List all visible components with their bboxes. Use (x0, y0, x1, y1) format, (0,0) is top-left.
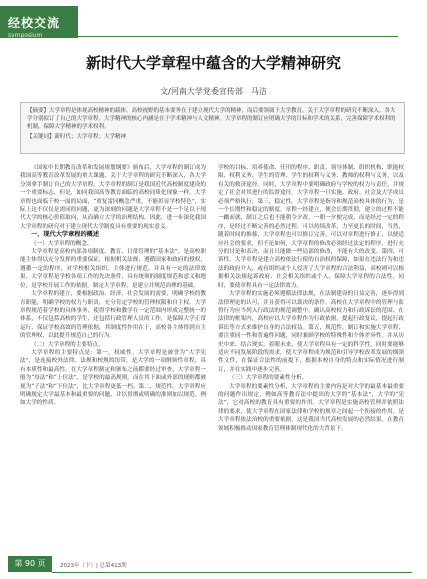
body-column-left (20, 164, 206, 546)
issue-info: 2023年（下）| 总第413期 (60, 563, 127, 569)
paragraph: 大学章程是高校内部各项制度、教育、日常管理的“基本法”，是高校职能主体得以充分发挥的重要保证，根据相关法规、遵循国家和政府的授权，遵循一定的程序，对学校相关组织、主体进行规范，并具有一定的法律效果。大学章程是学校各项工作的先决条件，具有统领的制度规范和意义和地位，是学校开展工作的依据，制定大学章程，是建立并规范治理的基础。 (20, 249, 206, 289)
abstract-text: 【摘要】大学章程是体现高校精神的载体。高校视野的基本要务在于建立现代大学的精神，而后要领属于大学教育，关于大学章程的研究不断深入。各大学分别拟订了自己的大学章程。大学精神的核心内涵是在于学术精神与人文精神。大学章程的制订应明确大学的目标和学术的关系，完善保障学术权利的机制，保障大学精神的学术权利。 (27, 108, 396, 130)
paragraph: 大学章程的要素性分析，大学章程的主要内容是对大学的最基本最重要的问题作出规定，例如高等教育法中提出的大学的“基本法”，大学的“宪法”，它对高校的教育具有重要的作用。大学章程是实施高校管理并依照法律的要求，使大学章程在国家法律和学校的规章之间起一个衔接的作用，是大学章程依法治校的重要依据，这是我国当代高校发展的必然结果。在教育领域积极推动国家教育管理体制现代化的大背景下。 (218, 383, 404, 432)
paragraph: 学校的目标、培养使命、任用的程序、职责、领导体制、组织机构、职能权限、权利义务、学生的管理、学生的权利与义务、教师的权利与义务，以及有关的救济途径。同时，大学章程中要明确政府与学校的权力与责任，并规定了社会对其进行的监督途径。大学章程一旦实施，政府、社会及大学成员必须严格执行，第三，稳定性。大学章程是指导和规范高校具体的行为，是一个长期性和稳定的制度。章程一经建立，便会长期贯彻，建立的过程不能一蹴而就，制订之后也不能朝令夕改，一朝一夕便完成，而是经过一定的程序，是经过不断完善的必然过程。可以持续改革，力至更长的时间，当然，随着时间的推移，大学章程也可以修订完善，可以对章程进行修正，以便适应社会的要求，但不论如何，大学章程的修改必须经过法定的程序，进行充分的讨论和表决，而且只能做一些局部的修改，不能有大的改变。第四，可诉性。大学章程是建立高校依法行使的自治权的保障，如果在违法行为和违法的政府介入，或有组织或个人侵害了大学章程的合法利益，高校则可以根据相关法规起诉政府、社会相关组织或个人，保障大学章程的合法性，同时，要使章程具有一定法律效力。 (218, 165, 404, 289)
header-rule (78, 36, 398, 37)
paragraph: 大学章程的实施必须遵循法律法规，在法制建设的日益完善，逐步得到法律理论的认可，并且获得可以裁决的条件。高校在大学章程中的管理与监督行为应当列入行政法的规范调整中，确认高校权力和行政诉讼的范围。在法律的框架内，高校应以大学章程作为行政依据，提起行政复议，提起行政诉讼等方式来维护自身的合法权益。第五，规范性。制订和实施大学章程，要注重同一性和普遍性问题，同时兼顾学校的特殊性和个体差异性。并从历史中来、结合现实、着眼未来，使大学章程具有一定的科学性，同时要能够适应不同发展阶段的需求，使大学章程成为规范和引导学校改革发展的纲领性文件，在保证合法性的前提下，根据本校自身的特点和实际情况进行制订，并在实践中逐步完善。 (218, 291, 404, 373)
article-author: 文/河南大学党委宣传部 马洁 (160, 87, 267, 96)
paragraph: 大学章程的建立，要根据政治、经济、社会发展的需要，明确学校的教育职能，明确学校的权力与职责，充分肯定学校的管理权限和自主权，大学章程规范着学校的具体事务，使得学校和教学在一定范围内形成完整统一的体系，不仅包括高校的学生，还包括行政管理人员的工作，是保障大学正常运行、保证学校高效的管理依据，其制度性作用在于，高校各主体得到自主的管理权，以此提升规范自己的行为。 (20, 291, 206, 340)
subsection-heading: （三）大学章程的要素性分析。 (229, 375, 308, 382)
keywords-text: 【关键词】新时代；大学章程；大学精神 (27, 134, 127, 140)
body-column-right (218, 164, 404, 546)
footer-rule (52, 572, 412, 573)
section-subtitle: symposium (8, 32, 43, 39)
page-number: 第 90 页 (8, 556, 52, 572)
article-title: 新时代大学章程中蕴含的大学精神研究 (85, 54, 341, 72)
section-header (0, 6, 78, 38)
page-footer (0, 552, 427, 579)
subsection-heading: （二）大学章程的主要特点。 (31, 341, 104, 348)
paragraph: 大学章程的主要特点是：第一，权威性。大学章程是被誉为“大学宪法”，是连接校外法律、法规和校规的纽带，是大学的一项纲领性章程，具有本质性和最高性。在大学章程制定和颁布之前都要经过审查，大学章程一般为“母法”和“上位法”，是学校的最高规则。而在其下面或外部的规则都被视为“子法”和“下位法”，比大学章程更低一档。第二，规范性。大学章程应明确规定大学最基本和最重要的问题，并以贯彻或明确的准则加以规范。例如大学的性质、 (20, 349, 206, 407)
section-heading: 一、现代大学章程的概述 (31, 231, 100, 239)
paragraph: 《国家中长期教育改革和发展规划纲要》颁布后，大学章程的制订成为我国高等教育改革发展的重大课题，关于大学章程的研究不断深入，各大学分别拿手制订自己的大学章程。大学章程的制订是我国近代高校制度建设的一个重要标志，但是，如同我国高等教育面临的高校同质化现象一样，大学章程也面临千校一面的局面，“重复雷同概念严重，不能彰显学校特色”，实际上这不仅仅是需同的问题，更为深刻的问题是大学章程不是一个足以于现代大学的核心价值取向，从而确立大学的治理结构。因此，进一步深化我国大学章程的研究对于建立现代大学制度具有重要的现实意义。 (20, 165, 206, 230)
section-title: 经校交流 (8, 16, 61, 30)
abstract-box (20, 102, 405, 154)
subsection-heading: （一）大学章程的概念。 (31, 240, 93, 247)
